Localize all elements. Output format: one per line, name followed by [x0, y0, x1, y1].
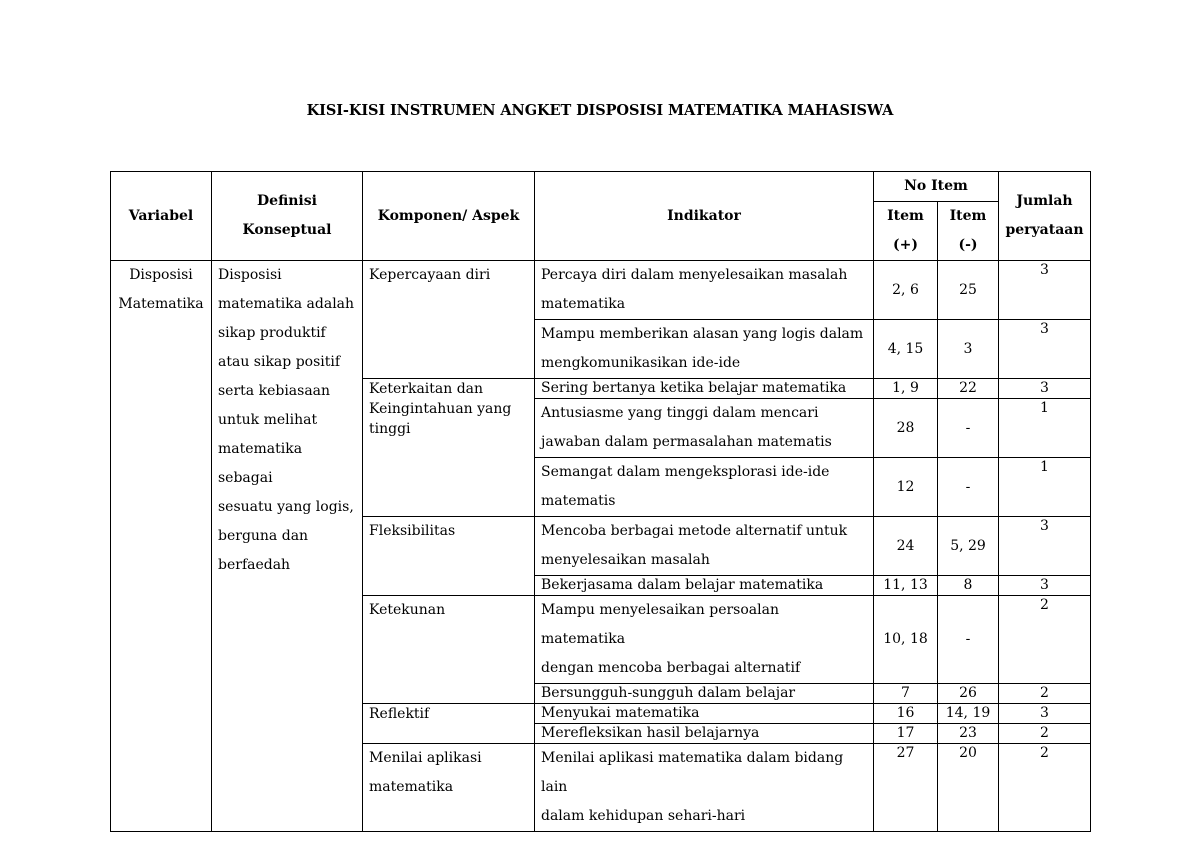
aspek-line: Reflektif [369, 706, 430, 722]
header-variabel: Variabel [111, 172, 212, 261]
jumlah-cell: 2 [999, 744, 1091, 832]
indikator-cell [535, 704, 874, 724]
aspek-cell [363, 744, 535, 832]
indikator-line: Mampu menyelesaikan persoalan matematika [541, 602, 779, 647]
item-plus-cell: 7 [874, 684, 938, 704]
indikator-line: menyelesaikan masalah [541, 552, 710, 568]
header-definisi-line: Konseptual [242, 222, 332, 238]
jumlah-cell: 2 [999, 724, 1091, 744]
header-item-plus-line: Item [887, 208, 924, 224]
aspek-line: Keingintahuan yang [369, 401, 512, 417]
definisi-line: berguna dan [218, 528, 309, 544]
indikator-line: Mampu memberikan alasan yang logis dalam [541, 326, 864, 342]
header-jumlah [999, 172, 1091, 261]
definisi-line: atau sikap positif [218, 354, 341, 370]
item-minus-cell: - [938, 458, 999, 517]
definisi-line: matematika sebagai [218, 441, 303, 486]
item-minus-cell: 22 [938, 379, 999, 399]
aspek-cell [363, 704, 535, 744]
aspek-line: tinggi [369, 421, 411, 437]
header-item-minus-line: Item [949, 208, 987, 224]
indikator-line: dengan mencoba berbagai alternatif [541, 660, 801, 676]
item-minus-cell: 26 [938, 684, 999, 704]
indikator-line: Percaya diri dalam menyelesaikan masalah [541, 267, 848, 283]
item-minus-cell: 3 [938, 320, 999, 379]
header-jumlah-line: Jumlah [1016, 193, 1073, 209]
item-plus-cell: 4, 15 [874, 320, 938, 379]
jumlah-cell: 3 [999, 704, 1091, 724]
item-minus-cell: 20 [938, 744, 999, 832]
indikator-line: jawaban dalam permasalahan matematis [541, 434, 832, 450]
indikator-cell [535, 458, 874, 517]
table-row [111, 261, 1091, 320]
aspek-cell [363, 517, 535, 596]
document-title: KISI-KISI INSTRUMEN ANGKET DISPOSISI MATEMATIKA MAHASISWA [306, 102, 894, 119]
header-komponen: Komponen/ Aspek [363, 172, 535, 261]
header-item-plus [874, 202, 938, 261]
indikator-cell [535, 684, 874, 704]
jumlah-cell: 3 [999, 576, 1091, 596]
table-body [111, 261, 1091, 832]
jumlah-cell: 3 [999, 379, 1091, 399]
item-minus-cell: - [938, 596, 999, 684]
jumlah-cell: 1 [999, 458, 1091, 517]
item-plus-cell: 16 [874, 704, 938, 724]
definisi-cell [212, 261, 363, 832]
header-item-minus-line: (-) [958, 237, 978, 253]
item-minus-cell: 23 [938, 724, 999, 744]
item-minus-cell: 8 [938, 576, 999, 596]
aspek-line: matematika [369, 779, 454, 795]
aspek-cell [363, 379, 535, 517]
item-minus-cell: 25 [938, 261, 999, 320]
header-definisi-line: Definisi [257, 193, 317, 209]
jumlah-cell: 2 [999, 684, 1091, 704]
indikator-line: Sering bertanya ketika belajar matematika [541, 380, 847, 396]
item-plus-cell: 2, 6 [874, 261, 938, 320]
jumlah-cell: 3 [999, 261, 1091, 320]
header-item-minus [938, 202, 999, 261]
header-definisi [212, 172, 363, 261]
aspek-line: Menilai aplikasi [369, 750, 482, 766]
indikator-line: dalam kehidupan sehari-hari [541, 808, 746, 824]
definisi-line: sesuatu yang logis, [218, 499, 354, 515]
indikator-line: Bekerjasama dalam belajar matematika [541, 577, 824, 593]
item-minus-cell: 5, 29 [938, 517, 999, 576]
indikator-line: Merefleksikan hasil belajarnya [541, 725, 760, 741]
indikator-cell [535, 724, 874, 744]
item-plus-cell: 28 [874, 399, 938, 458]
indikator-cell [535, 596, 874, 684]
indikator-line: matematika [541, 296, 626, 312]
aspek-line: Kepercayaan diri [369, 267, 491, 283]
item-minus-cell: 14, 19 [938, 704, 999, 724]
item-plus-cell: 24 [874, 517, 938, 576]
aspek-cell [363, 261, 535, 379]
item-plus-cell: 17 [874, 724, 938, 744]
indikator-line: Mencoba berbagai metode alternatif untuk [541, 523, 848, 539]
indikator-line: mengkomunikasikan ide-ide [541, 355, 741, 371]
indikator-cell [535, 517, 874, 576]
header-item-plus-line: (+) [893, 237, 918, 253]
kisi-kisi-table [110, 171, 1091, 832]
jumlah-cell: 3 [999, 517, 1091, 576]
definisi-line: Disposisi [218, 267, 282, 283]
indikator-line: Menyukai matematika [541, 705, 700, 721]
indikator-cell [535, 320, 874, 379]
aspek-line: Fleksibilitas [369, 523, 456, 539]
item-plus-cell: 10, 18 [874, 596, 938, 684]
indikator-cell [535, 261, 874, 320]
item-minus-cell: - [938, 399, 999, 458]
indikator-line: matematis [541, 493, 616, 509]
variabel-line: Disposisi [129, 267, 193, 283]
indikator-line: Bersungguh-sungguh dalam belajar [541, 685, 796, 701]
aspek-cell [363, 596, 535, 704]
item-plus-cell: 11, 13 [874, 576, 938, 596]
item-plus-cell: 1, 9 [874, 379, 938, 399]
indikator-cell [535, 399, 874, 458]
indikator-cell [535, 576, 874, 596]
jumlah-cell: 2 [999, 596, 1091, 684]
aspek-line: Keterkaitan dan [369, 381, 484, 397]
item-plus-cell: 27 [874, 744, 938, 832]
item-plus-cell: 12 [874, 458, 938, 517]
variabel-line: Matematika [118, 296, 204, 312]
aspek-line: Ketekunan [369, 602, 446, 618]
definisi-line: matematika adalah [218, 296, 355, 312]
variabel-cell [111, 261, 212, 832]
indikator-line: Semangat dalam mengeksplorasi ide-ide [541, 464, 830, 480]
jumlah-cell: 3 [999, 320, 1091, 379]
indikator-line: Antusiasme yang tinggi dalam mencari [541, 405, 819, 421]
header-indikator: Indikator [535, 172, 874, 261]
indikator-cell [535, 379, 874, 399]
indikator-cell [535, 744, 874, 832]
definisi-line: sikap produktif [218, 325, 326, 341]
definisi-line: berfaedah [218, 557, 291, 573]
indikator-line: Menilai aplikasi matematika dalam bidang lain [541, 750, 844, 795]
header-jumlah-line: peryataan [1005, 222, 1084, 238]
header-no-item: No Item [874, 172, 999, 202]
definisi-line: untuk melihat [218, 412, 318, 428]
definisi-line: serta kebiasaan [218, 383, 331, 399]
jumlah-cell: 1 [999, 399, 1091, 458]
